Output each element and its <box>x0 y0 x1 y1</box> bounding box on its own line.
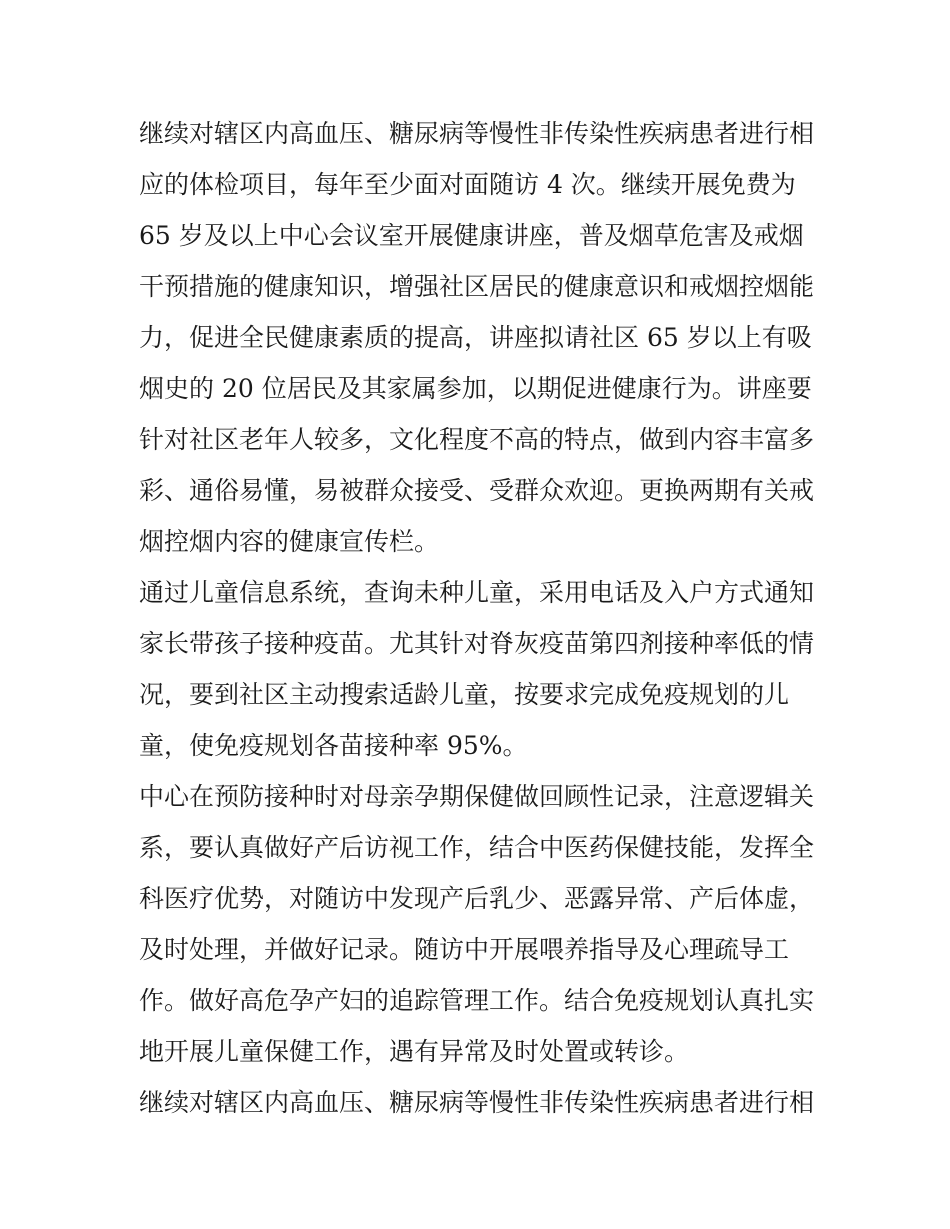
text-line: 烟史的 20 位居民及其家属参加，以期促进健康行为。讲座要 <box>139 374 812 403</box>
text-line: 力，促进全民健康素质的提高，讲座拟请社区 65 岁以上有吸 <box>139 323 812 352</box>
text-line: 况，要到社区主动搜索适龄儿童，按要求完成免疫规划的儿 <box>139 680 790 709</box>
text-line: 通过儿童信息系统，查询未种儿童，采用电话及入户方式通知 <box>139 578 815 607</box>
text-line: 中心在预防接种时对母亲孕期保健做回顾性记录，注意逻辑关 <box>139 782 815 811</box>
text-line: 针对社区老年人较多，文化程度不高的特点，做到内容丰富多 <box>139 425 815 454</box>
text-line: 65 岁及以上中心会议室开展健康讲座，普及烟草危害及戒烟 <box>139 221 804 250</box>
text-line: 继续对辖区内高血压、糖尿病等慢性非传染性疾病患者进行相 <box>139 119 815 148</box>
text-line: 家长带孩子接种疫苗。尤其针对脊灰疫苗第四剂接种率低的情 <box>139 629 815 658</box>
text-line: 及时处理，并做好记录。随访中开展喂养指导及心理疏导工 <box>139 935 790 964</box>
text-line: 继续对辖区内高血压、糖尿病等慢性非传染性疾病患者进行相 <box>139 1088 815 1117</box>
text-line: 作。做好高危孕产妇的追踪管理工作。结合免疫规划认真扎实 <box>139 986 815 1015</box>
text-line: 应的体检项目，每年至少面对面随访 4 次。继续开展免费为 <box>139 170 796 199</box>
text-line: 系，要认真做好产后访视工作，结合中医药保健技能，发挥全 <box>139 833 815 862</box>
text-line: 童，使免疫规划各苗接种率 95%。 <box>139 731 528 760</box>
text-line: 烟控烟内容的健康宣传栏。 <box>139 527 440 556</box>
text-line: 干预措施的健康知识，增强社区居民的健康意识和戒烟控烟能 <box>139 272 815 301</box>
text-line: 地开展儿童保健工作，遇有异常及时处置或转诊。 <box>139 1037 690 1066</box>
document-body <box>139 108 819 1128</box>
text-line: 彩、通俗易懂，易被群众接受、受群众欢迎。更换两期有关戒 <box>139 476 815 505</box>
text-line: 科医疗优势，对随访中发现产后乳少、恶露异常、产后体虚， <box>139 884 815 913</box>
